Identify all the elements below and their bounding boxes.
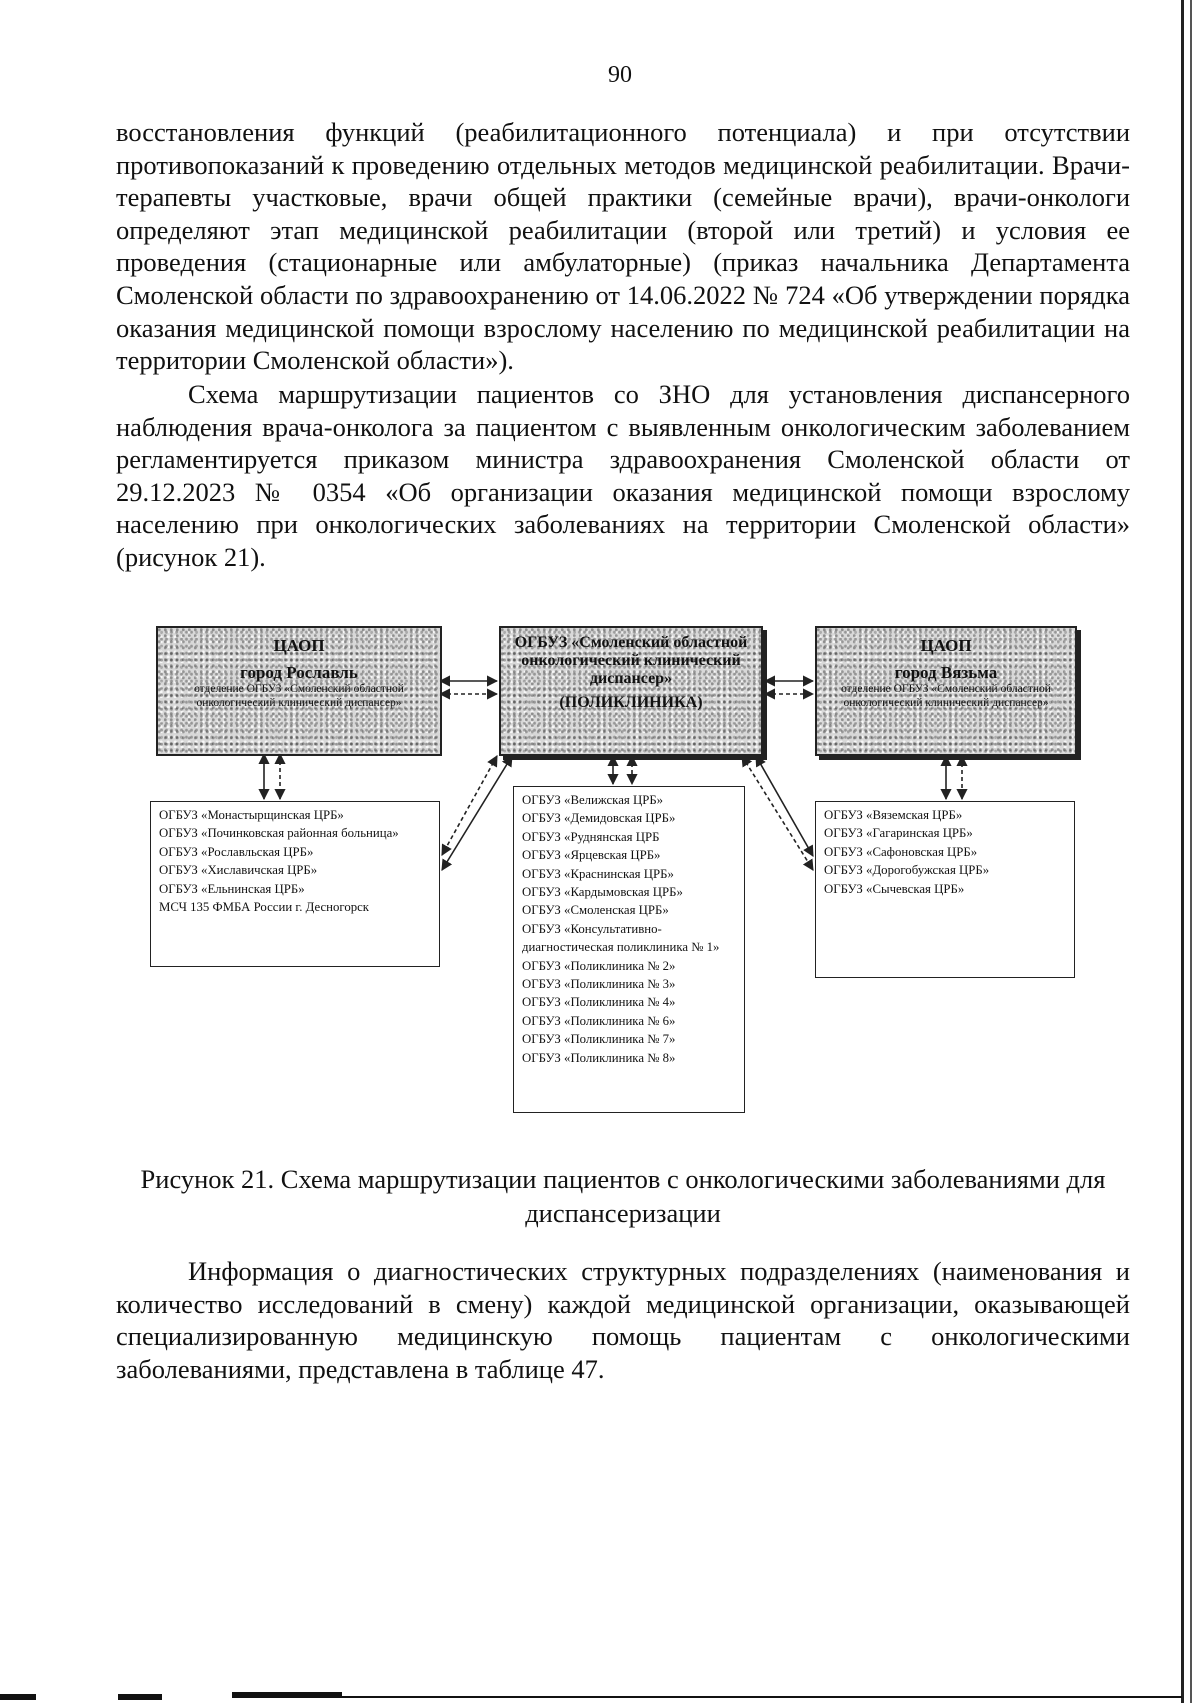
page-edge-line (1181, 0, 1184, 1703)
list-item: ОГБУЗ «Демидовская ЦРБ» (522, 811, 676, 826)
hub-center-subtitle: (ПОЛИКЛИНИКА) (559, 694, 703, 711)
list-item: ОГБУЗ «Консультативно-диагностическая поликлиника № 1» (522, 921, 720, 955)
list-right-organizations (815, 801, 1075, 978)
connector-center-right-list-dashed (742, 756, 813, 870)
list-item: МСЧ 135 ФМБА России г. Десногорск (159, 900, 370, 915)
list-item: ОГБУЗ «Руднянская ЦРБ (522, 829, 660, 844)
list-item: ОГБУЗ «Сафоновская ЦРБ» (824, 844, 978, 859)
connector-center-left-list-dashed (442, 756, 497, 855)
connector-center-right-list-solid (756, 756, 813, 856)
list-item: ОГБУЗ «Ельнинская ЦРБ» (159, 881, 305, 896)
hub-right-caop-vyazma (815, 626, 1077, 756)
list-item: ОГБУЗ «Рославльская ЦРБ» (159, 844, 314, 859)
list-item: ОГБУЗ «Сычевская ЦРБ» (824, 881, 965, 896)
paragraph-diagnostic-units (116, 1255, 1130, 1385)
scan-bottom-edge (0, 1688, 1200, 1703)
paragraph-3-text: Информация о диагностических структурных подразделениях (наименования и количество исследований в смену) каждой медицинской организации, оказывающей специализированную медицинскую помощь пациентам с онкологическими заболеваниями, представлена в таблице 47. (116, 1256, 1130, 1384)
hub-center-title: ОГБУЗ «Смоленский областной онкологический клинический диспансер» (514, 634, 748, 687)
hub-right-subtitle: отделение ОГБУЗ «Смоленский областной онкологический клинический диспансер» (841, 683, 1051, 709)
list-item: ОГБУЗ «Краснинская ЦРБ» (522, 866, 674, 881)
figure-caption: Рисунок 21. Схема маршрутизации пациентов с онкологическими заболеваниями для диспансеризации (140, 1164, 1106, 1228)
list-item: ОГБУЗ «Поликлиника № 2» (522, 958, 676, 973)
list-item: ОГБУЗ «Ярцевская ЦРБ» (522, 848, 661, 863)
hub-right-city: город Вязьма (894, 663, 998, 682)
paragraph-rehabilitation (116, 116, 1130, 377)
hub-left-caop-roslavl (156, 626, 442, 756)
list-item: ОГБУЗ «Хиславичская ЦРБ» (159, 863, 318, 878)
paragraph-2-text: Схема маршрутизации пациентов со ЗНО для установления диспансерного наблюдения врача-онколога за пациентом с выявленным онкологическим заболеванием регламентируется приказом министра здравоохранения Смоленской области от 29.12.2023 № 0354 «Об организации оказания медицинской помощи взрослому населению при онкологических заболеваниях на территории Смоленской области» (рисунок 21). (116, 379, 1130, 572)
list-center-organizations (513, 786, 745, 1113)
list-item: ОГБУЗ «Велижская ЦРБ» (522, 793, 664, 807)
list-item: ОГБУЗ «Кардымовская ЦРБ» (522, 885, 683, 900)
list-item: ОГБУЗ «Дорогобужская ЦРБ» (824, 863, 990, 878)
paragraph-1-text: восстановления функций (реабилитационного потенциала) и при отсутствии противопоказаний к проведению отдельных методов медицинской реабилитации. Врачи-терапевты участковые, врачи общей практики (семейные врачи), врачи-онкологи определяют этап медицинской реабилитации (второй или третий) и условия ее проведения (стационарные или амбулаторные) (приказ начальника Департамента Смоленской области по здравоохранению от 14.06.2022 № 724 «Об утверждении порядка оказания медицинской помощи взрослому населению по медицинской реабилитации на территории Смоленской области»). (116, 117, 1130, 376)
list-item: ОГБУЗ «Поликлиника № 8» (522, 1050, 676, 1065)
hub-right-title: ЦАОП (920, 636, 972, 655)
list-item: ОГБУЗ «Поликлиника № 3» (522, 977, 676, 992)
hub-center-oncology-dispensary (499, 626, 763, 756)
list-item: ОГБУЗ «Монастырщинская ЦРБ» (159, 808, 344, 822)
list-item: ОГБУЗ «Гагаринская ЦРБ» (824, 826, 973, 841)
paragraph-routing-scheme (116, 378, 1130, 574)
list-left-organizations (150, 801, 440, 967)
list-item: ОГБУЗ «Починковская районная больница» (159, 826, 399, 841)
list-item: ОГБУЗ «Вяземская ЦРБ» (824, 808, 963, 822)
list-item: ОГБУЗ «Поликлиника № 4» (522, 995, 676, 1010)
hub-left-subtitle: отделение ОГБУЗ «Смоленский областной онкологический клинический диспансер» (194, 683, 404, 709)
hub-left-city: город Рославль (240, 663, 358, 682)
list-item: ОГБУЗ «Поликлиника № 6» (522, 1013, 676, 1028)
connector-center-left-list-solid (442, 756, 512, 870)
page-number: 90 (608, 62, 632, 88)
list-item: ОГБУЗ «Поликлиника № 7» (522, 1032, 676, 1047)
hub-left-title: ЦАОП (273, 636, 325, 655)
page-edge-line-outer (1190, 0, 1192, 1703)
list-item: ОГБУЗ «Смоленская ЦРБ» (522, 903, 669, 918)
